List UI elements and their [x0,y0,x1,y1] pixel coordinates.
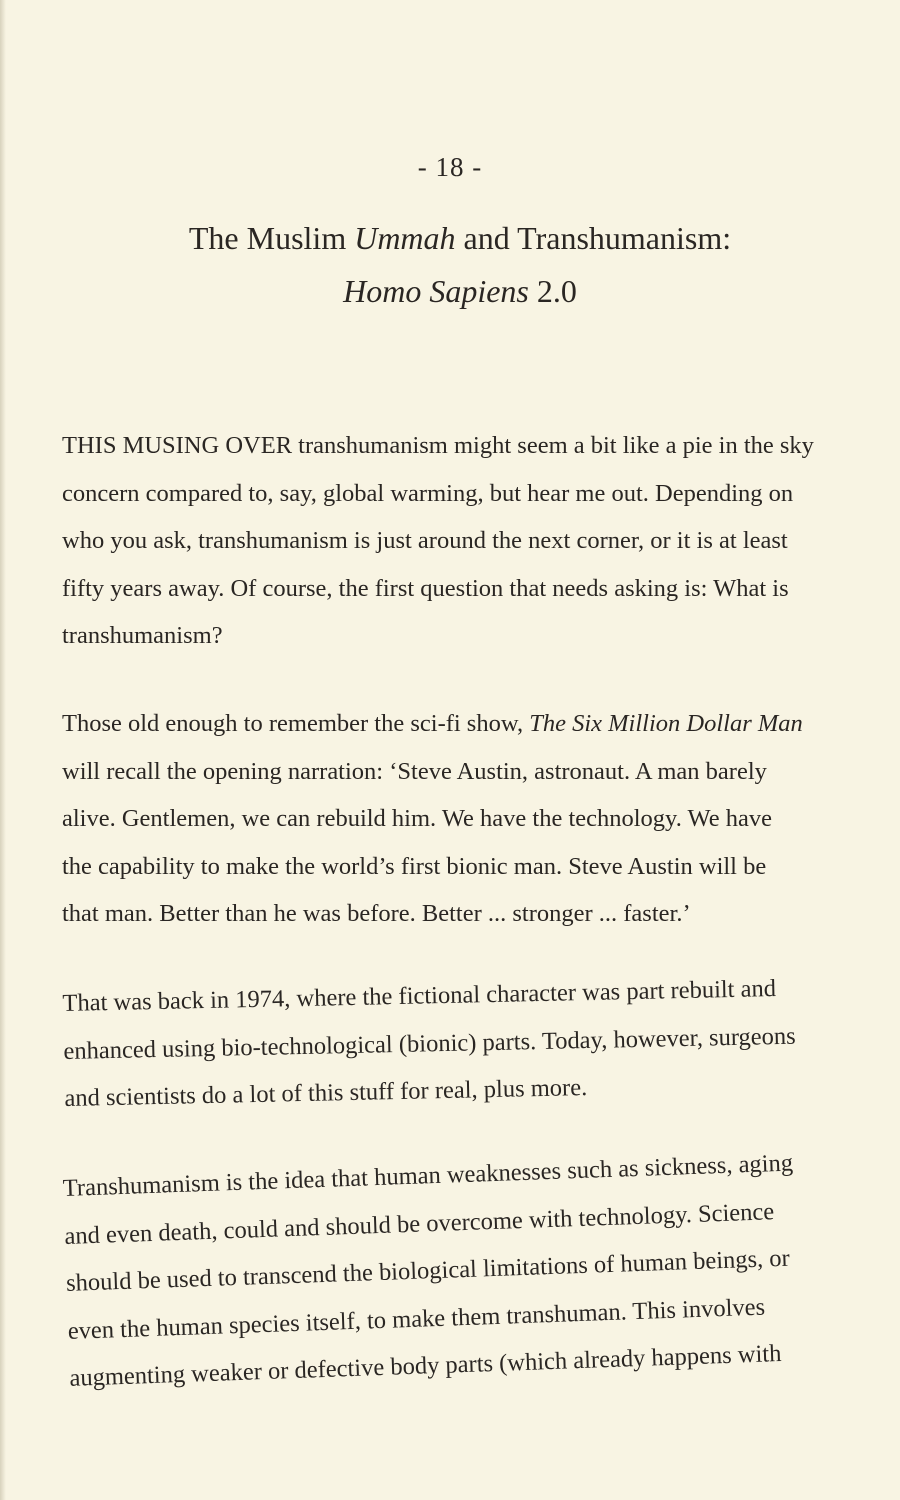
title-text-1: The Muslim [188,220,355,256]
paragraph-1 [62,422,862,660]
subtitle-italic: Homo Sapiens [343,273,529,309]
subtitle-rest: 2.0 [528,273,577,309]
show-title-italic: The Six Million Dollar Man [529,710,803,737]
paragraph-line: augmenting weaker or defective body parts (which already happens with [68,1340,782,1392]
paragraph-line: that man. Better than he was before. Better ... stronger ... faster.’ [62,900,691,927]
paragraph-3 [62,963,865,1122]
paragraph-line [62,700,862,748]
chapter-title [60,212,860,318]
paragraph-line: and scientists do a lot of this stuff for real, plus more. [64,1074,588,1112]
paragraph-4 [62,1137,870,1402]
paragraph-line: That was back in 1974, where the fictional character was part rebuilt and [62,975,777,1017]
paragraph-line: concern compared to, say, global warming, but hear me out. Depending on [62,479,794,507]
page-number: - 18 - [417,152,483,182]
title-italic-ummah: Ummah [354,220,456,256]
paragraph-text: Those old enough to remember the sci-fi show, [62,710,530,737]
paragraph-line: and even death, could and should be overcome with technology. Science [64,1197,775,1250]
chapter-title-line-1 [60,212,860,265]
paragraph-line: alive. Gentlemen, we can rebuild him. We have the technology. We have [62,805,772,832]
paragraph-line: THIS MUSING OVER transhumanism might seem a bit like a pie in the sky [62,432,814,459]
paragraph-line: even the human species itself, to make them transhuman. This involves [67,1293,766,1345]
paragraph-line: enhanced using bio-technological (bionic) parts. Today, however, surgeons [63,1022,796,1065]
chapter-subtitle-line [60,265,860,318]
paragraph-line: should be used to transcend the biological limitations of human beings, or [65,1244,791,1297]
paragraph-2 [62,700,862,938]
paragraph-line: the capability to make the world’s first bionic man. Steve Austin will be [62,852,767,880]
paragraph-line: will recall the opening narration: ‘Steve Austin, astronaut. A man barely [62,757,767,785]
paragraph-line: Transhumanism is the idea that human weaknesses such as sickness, aging [62,1149,794,1202]
paragraph-line: transhumanism? [62,622,223,649]
paragraph-line: fifty years away. Of course, the first question that needs asking is: What is [62,574,789,602]
title-text-2: and Transhumanism: [455,220,732,256]
paragraph-line: who you ask, transhumanism is just around the next corner, or it is at least [62,527,788,554]
page-edge-shadow [0,0,6,1500]
